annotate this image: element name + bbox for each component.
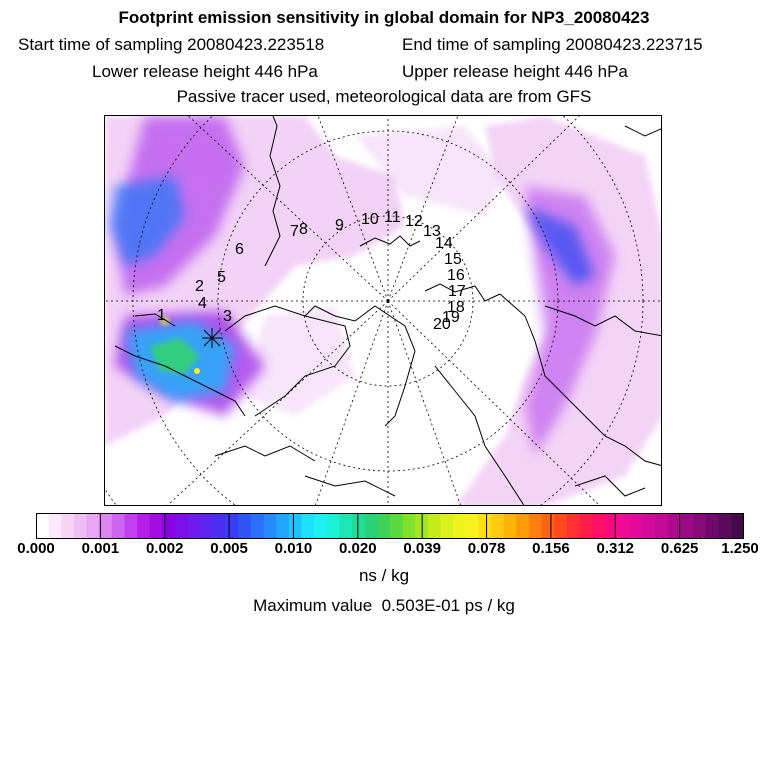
colorbar-cell bbox=[365, 513, 378, 539]
colorbar-tick-label: 0.000 bbox=[17, 540, 55, 557]
colorbar-cell bbox=[630, 513, 643, 539]
colorbar-tick-label: 0.625 bbox=[660, 540, 699, 557]
colorbar-cell bbox=[251, 513, 264, 539]
colorbar-cell bbox=[200, 513, 213, 539]
trajectory-label: 8 bbox=[299, 221, 308, 238]
colorbar-cell bbox=[491, 513, 504, 539]
colorbar-cell bbox=[99, 513, 112, 539]
trajectory-label: 18 bbox=[447, 299, 465, 316]
colorbar-cell bbox=[125, 513, 138, 539]
colorbar-tick-label: 0.001 bbox=[81, 540, 120, 557]
trajectory-label: 16 bbox=[447, 267, 465, 284]
colorbar-cell bbox=[339, 513, 352, 539]
colorbar-cell bbox=[403, 513, 416, 539]
end-time-label: End time of sampling 20080423.223715 bbox=[402, 35, 703, 54]
colorbar-cell bbox=[516, 513, 529, 539]
colorbar-tick-label: 0.020 bbox=[339, 540, 377, 557]
trajectory-label: 4 bbox=[198, 295, 207, 312]
colorbar-cell bbox=[656, 513, 669, 539]
colorbar-cell bbox=[188, 513, 201, 539]
colorbar-cell bbox=[618, 513, 631, 539]
colorbar-cell bbox=[61, 513, 74, 539]
colorbar-cell bbox=[175, 513, 188, 539]
colorbar-cell bbox=[276, 513, 289, 539]
colorbar-tick-label: 0.002 bbox=[145, 540, 184, 557]
colorbar-tick-label: 0.010 bbox=[274, 540, 313, 557]
colorbar-tick-label: 0.312 bbox=[596, 540, 635, 557]
colorbar-cell bbox=[592, 513, 605, 539]
lower-release-label: Lower release height 446 hPa bbox=[92, 62, 318, 81]
colorbar-cell bbox=[377, 513, 390, 539]
colorbar-cell bbox=[567, 513, 580, 539]
colorbar-cell bbox=[731, 513, 744, 539]
trajectory-label: 2 bbox=[195, 278, 204, 295]
trajectory-label: 17 bbox=[448, 283, 466, 300]
colorbar-cell bbox=[87, 513, 100, 539]
release-heights bbox=[0, 62, 768, 82]
colorbar-cell bbox=[441, 513, 454, 539]
trajectory-label: 7 bbox=[290, 223, 299, 240]
colorbar-cell bbox=[542, 513, 555, 539]
colorbar-cell bbox=[719, 513, 732, 539]
trajectory-label: 13 bbox=[423, 223, 441, 240]
colorbar-cell bbox=[314, 513, 327, 539]
colorbar bbox=[36, 513, 744, 539]
tracer-info: Passive tracer used, meteorological data are from GFS bbox=[176, 87, 592, 106]
colorbar-cell bbox=[504, 513, 517, 539]
colorbar-cell bbox=[112, 513, 125, 539]
release-site-marker bbox=[202, 328, 222, 348]
colorbar-cell bbox=[49, 513, 62, 539]
trajectory-label: 9 bbox=[335, 217, 344, 234]
trajectory-label: 19 bbox=[442, 309, 460, 326]
colorbar-cell bbox=[479, 513, 492, 539]
colorbar-cell bbox=[213, 513, 226, 539]
colorbar-cell bbox=[36, 513, 49, 539]
trajectory-label: 6 bbox=[235, 241, 244, 258]
trajectory-label: 5 bbox=[217, 269, 226, 286]
colorbar-units: ns / kg bbox=[358, 566, 410, 585]
colorbar-cell bbox=[150, 513, 163, 539]
sensitivity-field bbox=[105, 116, 662, 506]
sampling-times bbox=[0, 35, 768, 55]
colorbar-cell bbox=[529, 513, 542, 539]
colorbar-cell bbox=[605, 513, 618, 539]
colorbar-tick-label: 0.078 bbox=[467, 540, 506, 557]
colorbar-cell bbox=[466, 513, 479, 539]
colorbar-cell bbox=[453, 513, 466, 539]
colorbar-cell bbox=[706, 513, 719, 539]
colorbar-cell bbox=[352, 513, 365, 539]
colorbar-cell bbox=[643, 513, 656, 539]
colorbar-cell bbox=[226, 513, 239, 539]
trajectory-label: 3 bbox=[223, 308, 232, 325]
trajectory-label: 11 bbox=[384, 209, 401, 226]
upper-release-label: Upper release height 446 hPa bbox=[402, 62, 628, 81]
colorbar-cell bbox=[390, 513, 403, 539]
colorbar-cell bbox=[580, 513, 593, 539]
trajectory-label: 14 bbox=[435, 235, 453, 252]
map-title: Footprint emission sensitivity in global domain for NP3_20080423 bbox=[118, 8, 650, 27]
colorbar-cell bbox=[554, 513, 567, 539]
colorbar-cell bbox=[74, 513, 87, 539]
colorbar-tick-label: 0.156 bbox=[532, 540, 570, 557]
colorbar-cell bbox=[681, 513, 694, 539]
colorbar-tick-label: 0.039 bbox=[403, 540, 441, 557]
colorbar-cell bbox=[264, 513, 277, 539]
trajectory-label: 20 bbox=[433, 316, 451, 333]
colorbar-cell bbox=[289, 513, 302, 539]
footprint-map bbox=[104, 115, 662, 506]
trajectory-label: 12 bbox=[405, 213, 423, 230]
colorbar-cell bbox=[428, 513, 441, 539]
trajectory-label: 10 bbox=[361, 211, 379, 228]
map-canvas bbox=[105, 116, 662, 506]
start-time-label: Start time of sampling 20080423.223518 bbox=[18, 35, 325, 54]
colorbar-cell bbox=[238, 513, 251, 539]
colorbar-cell bbox=[327, 513, 340, 539]
trajectory-label: 15 bbox=[444, 251, 462, 268]
colorbar-cell bbox=[693, 513, 706, 539]
maximum-value: Maximum value 0.503E-01 ps / kg bbox=[253, 596, 515, 615]
trajectory-label: 1 bbox=[157, 307, 166, 324]
colorbar-tick-label: 0.005 bbox=[210, 540, 248, 557]
colorbar-tick-label: 1.250 bbox=[721, 540, 759, 557]
colorbar-cell bbox=[302, 513, 315, 539]
colorbar-cell bbox=[137, 513, 150, 539]
